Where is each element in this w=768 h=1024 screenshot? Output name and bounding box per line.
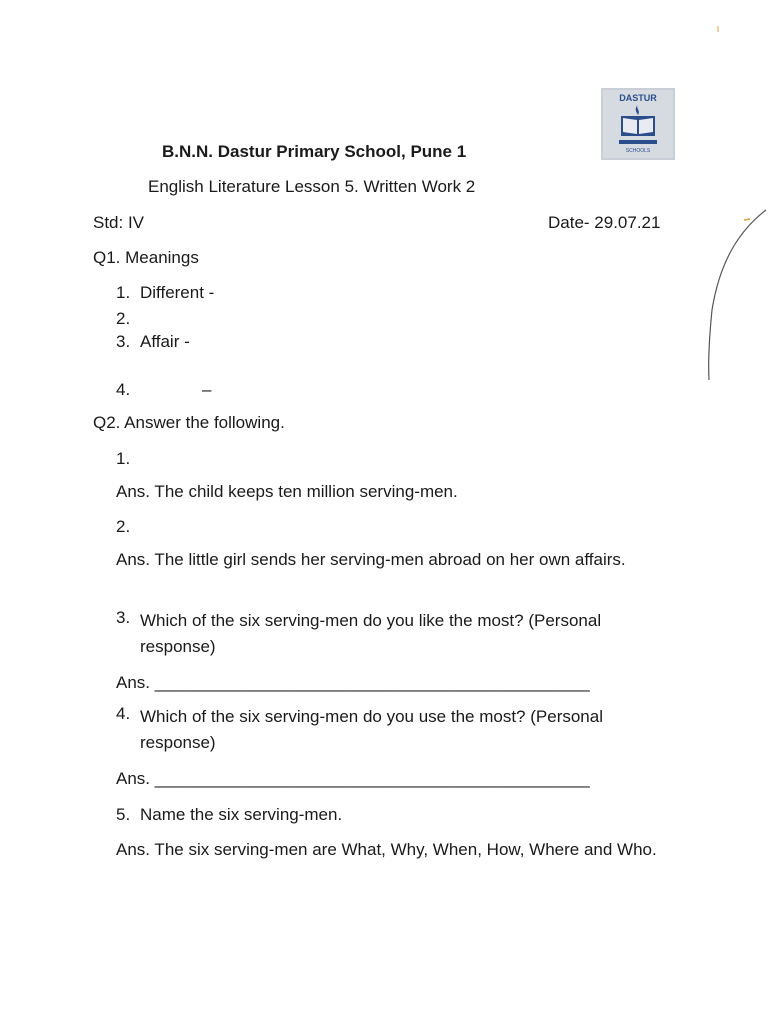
school-logo xyxy=(601,88,675,160)
logo-subtext: SCHOOLS xyxy=(625,148,651,154)
item-number: 3. xyxy=(116,608,131,627)
q2-heading: Q2. Answer the following. xyxy=(93,413,285,432)
question-text: Which of the six serving-men do you use the most? (Personal response) xyxy=(140,707,603,752)
item-number: 3. xyxy=(116,332,131,351)
item-number: 2. xyxy=(116,517,131,536)
corner-tick-mark xyxy=(716,26,720,32)
answer-text: Ans. The six serving-men are What, Why, When, How, Where and Who. xyxy=(116,840,657,859)
answer-text: Ans. The child keeps ten million serving-men. xyxy=(116,482,458,501)
logo-text: DASTUR xyxy=(619,93,657,103)
item-number: 1. xyxy=(116,449,131,468)
q1-heading: Q1. Meanings xyxy=(93,248,199,267)
item-number: 4. xyxy=(116,704,131,723)
item-number: 4. xyxy=(116,380,131,399)
item-number: 1. xyxy=(116,283,131,302)
item-number: 2. xyxy=(116,309,131,328)
answer-line: Ans. ______________________________________________ xyxy=(116,673,590,692)
date-label: Date- 29.07.21 xyxy=(548,213,661,232)
question-text: Which of the six serving-men do you like the most? (Personal response) xyxy=(140,611,602,656)
answer-line: Ans. ______________________________________________ xyxy=(116,769,590,788)
item-text: Affair - xyxy=(140,332,190,351)
item-number: 5. xyxy=(116,805,131,824)
answer-text: Ans. The little girl sends her serving-men abroad on her own affairs. xyxy=(116,550,626,569)
worksheet-subtitle: English Literature Lesson 5. Written Work 2 xyxy=(148,177,476,196)
std-label: Std: IV xyxy=(93,213,145,232)
item-text: – xyxy=(202,380,212,399)
item-text: Different - xyxy=(140,283,215,302)
question-text: Name the six serving-men. xyxy=(140,805,343,824)
pencil-curve-mark xyxy=(700,200,768,390)
school-name: B.N.N. Dastur Primary School, Pune 1 xyxy=(162,142,467,161)
